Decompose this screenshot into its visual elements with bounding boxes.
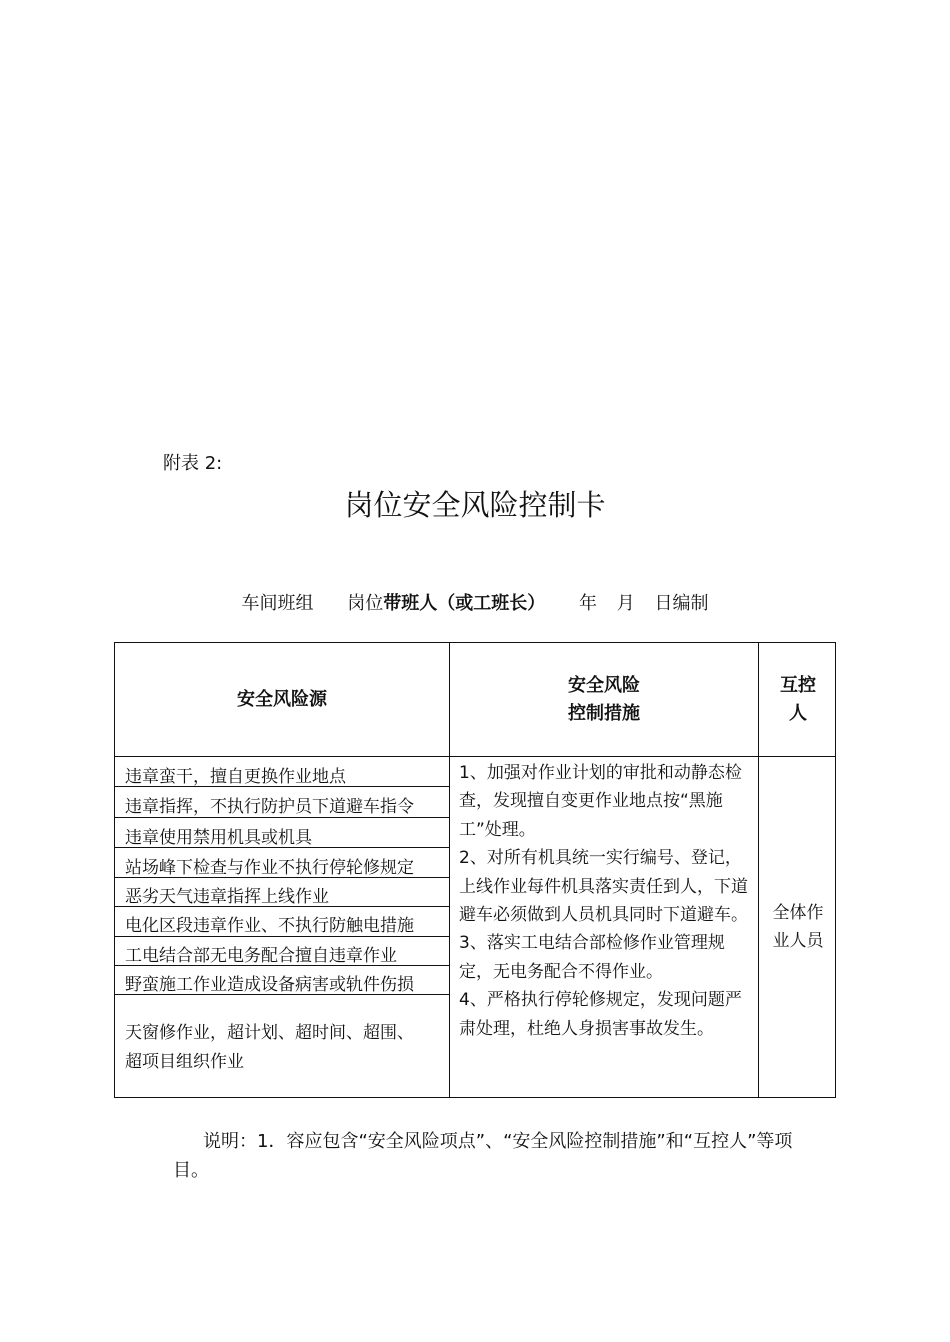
header-divider	[115, 756, 835, 757]
subtitle-day: 日编制	[654, 593, 709, 614]
risk-source-last-line1: 天窗修作业，超计划、超时间、超围、	[125, 1023, 414, 1043]
staff-line2: 业人员	[772, 931, 824, 951]
measure-item: 3、落实工电结合部检修作业管理规定，无电务配合不得作业。	[459, 933, 725, 982]
header-staff-line1: 互控	[780, 674, 816, 696]
measure-item: 2、对所有机具统一实行编号、登记，上线作业每件机具落实责任到人，下道避车必须做到人员机具同时下道避车。	[459, 848, 748, 926]
measure-item: 1、加强对作业计划的审批和动静态检查，发现擅自变更作业地点按“黑施工”处理。	[459, 763, 742, 840]
risk-source-item: 违章指挥，不执行防护员下道避车指令	[125, 797, 414, 817]
risk-source-item: 违章蛮干，擅自更换作业地点	[125, 767, 346, 787]
risk-source-item: 野蛮施工作业造成设备病害或轨件伤损	[125, 975, 414, 995]
header-measures-line1: 安全风险	[568, 674, 640, 696]
measure-item: 4、严格执行停轮修规定，发现问题严肃处理，杜绝人身损害事故发生。	[459, 990, 742, 1039]
risk-source-item: 违章使用禁用机具或机具	[125, 828, 312, 848]
control-measures	[459, 759, 757, 1043]
explanation-note: 说明：1．容应包含“安全风险项点”、“安全风险控制措施”和“互控人”等项目。	[173, 1131, 793, 1181]
subtitle-year: 年	[579, 593, 597, 614]
subtitle-leader: 带班人（或工班长）	[383, 593, 546, 614]
appendix-label: 附表 2:	[163, 453, 223, 474]
subtitle-post: 岗位	[347, 593, 384, 614]
subtitle-month: 月	[616, 593, 635, 614]
risk-source-item: 恶劣天气违章指挥上线作业	[125, 887, 329, 907]
card-subtitle	[0, 589, 950, 615]
risk-source-last-line2: 超项目组织作业	[125, 1052, 244, 1072]
risk-source-item: 工电结合部无电务配合擅自违章作业	[125, 946, 397, 966]
mutual-control-staff	[759, 899, 837, 955]
header-measures	[450, 643, 758, 756]
header-staff	[759, 643, 837, 756]
header-measures-line2: 控制措施	[568, 702, 640, 724]
risk-control-table	[114, 642, 836, 1098]
header-source: 安全风险源	[237, 688, 327, 710]
subtitle-workshop: 车间班组	[241, 593, 314, 614]
header-staff-line2: 人	[789, 702, 807, 724]
risk-source-item: 电化区段违章作业、不执行防触电措施	[125, 916, 414, 936]
risk-source-item-last	[125, 1019, 414, 1077]
row-divider	[115, 817, 449, 818]
page-title: 岗位安全风险控制卡	[344, 488, 606, 522]
staff-line1: 全体作	[772, 903, 824, 923]
row-divider	[115, 936, 449, 937]
risk-source-item: 站场峰下检查与作业不执行停轮修规定	[125, 858, 414, 878]
